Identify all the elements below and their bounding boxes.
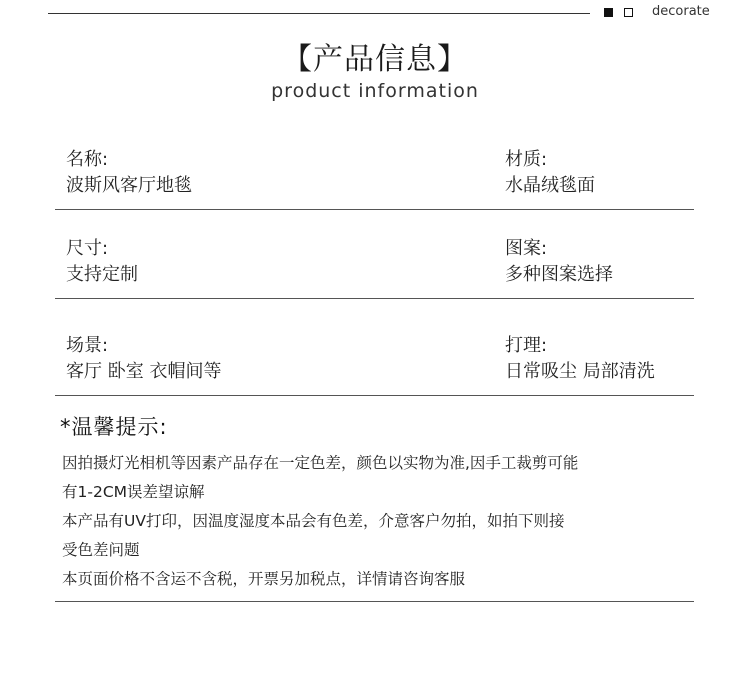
field-label-size: 尺寸: [66,238,109,259]
field-label-name: 名称: [66,149,109,170]
empty-square-icon [624,8,633,17]
tip-line: 本产品有UV打印，因温度湿度本品会有色差，介意客户勿拍，如拍下则接 [62,512,565,530]
field-value-name: 波斯风客厅地毯 [66,175,192,196]
row-divider [55,395,694,396]
top-divider-line [48,13,590,14]
bottom-divider [55,601,694,602]
row-divider [55,298,694,299]
tip-line: 本页面价格不含运不含税，开票另加税点，详情请咨询客服 [62,570,466,588]
field-value-size: 支持定制 [66,264,138,285]
tip-line: 受色差问题 [62,541,140,559]
field-value-scene: 客厅 卧室 衣帽间等 [66,361,222,382]
field-value-care: 日常吸尘 局部清洗 [505,361,655,382]
field-label-care: 打理: [505,335,548,356]
tips-title: *温馨提示: [60,415,168,439]
tip-line: 有1-2CM误差望谅解 [62,483,205,501]
row-divider [55,209,694,210]
tip-line: 因拍摄灯光相机等因素产品存在一定色差，颜色以实物为准,因手工裁剪可能 [62,454,579,472]
field-label-scene: 场景: [66,335,109,356]
page-subtitle: product information [271,80,479,102]
field-value-pattern: 多种图案选择 [505,264,613,285]
field-value-material: 水晶绒毯面 [505,175,595,196]
field-label-pattern: 图案: [505,238,548,259]
field-label-material: 材质: [505,149,548,170]
filled-square-icon [604,8,613,17]
decorate-label: decorate [652,4,710,19]
page-title: 【产品信息】 [282,42,468,77]
